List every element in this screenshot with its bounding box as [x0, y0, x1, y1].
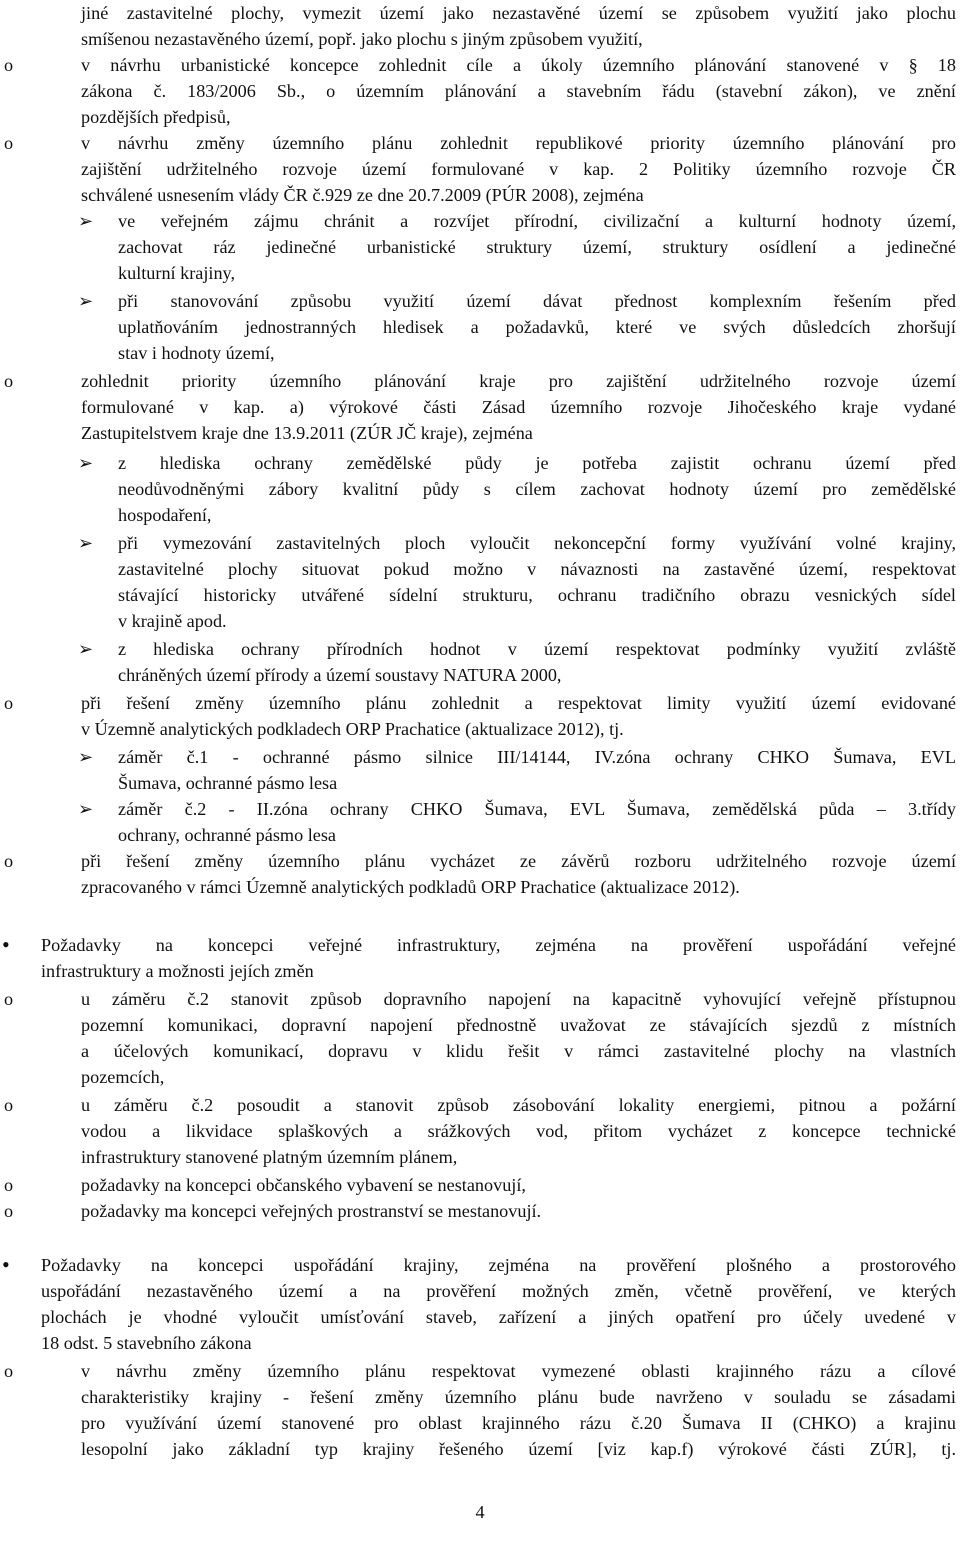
- text-line: stav i hodnoty území,: [118, 343, 275, 363]
- text-line: schválené usnesením vlády ČR č.929 ze dne 20.7.2009 (PÚR 2008), zejména: [81, 185, 644, 205]
- text-line: ochrany, ochranné pásmo lesa: [118, 825, 336, 845]
- circle-bullet-icon: o: [4, 1361, 14, 1381]
- circle-bullet-icon: o: [4, 851, 14, 871]
- text-line: chráněných území přírody a území soustavy NATURA 2000,: [118, 665, 562, 685]
- section-infrastructure: [0, 932, 960, 984]
- bullet-icon: •: [2, 1252, 10, 1277]
- text-line: požadavky na koncepci občanského vybavení se nestanovují,: [81, 1175, 526, 1195]
- list-item: [0, 986, 960, 1090]
- text-line: při stanovování způsobu využití území dávat přednost komplexním řešením před: [118, 291, 956, 311]
- circle-bullet-icon: o: [4, 1201, 14, 1221]
- text-line: uplatňováním jednostranných hledisek a požadavků, které ve svých důsledcích zhoršují: [118, 317, 956, 337]
- text-line: zajištění udržitelného rozvoje území formulované v kap. 2 Politiky územního rozvoje ČR: [81, 159, 956, 179]
- list-item: [0, 1172, 960, 1198]
- arrow-bullet-icon: ➢: [78, 291, 94, 311]
- text-line: neodůvodněnými zábory kvalitní půdy s cílem zachovat hodnoty území pro zemědělské: [118, 479, 956, 499]
- text-line: z hlediska ochrany zemědělské půdy je potřeba zajistit ochranu území před: [118, 453, 956, 473]
- text-line: u záměru č.2 posoudit a stanovit způsob zásobování lokality energiemi, pitnou a požární: [81, 1095, 956, 1115]
- text-line: z hlediska ochrany přírodních hodnot v území respektovat podmínky využití zvláště: [118, 639, 956, 659]
- text-line: v krajině apod.: [118, 611, 227, 631]
- text-line: pro využívání území stanovené pro oblast krajinného rázu č.20 Šumava II (CHKO) a krajinu: [81, 1413, 956, 1433]
- list-item: [0, 208, 960, 286]
- list-item: [0, 848, 960, 900]
- text-line: zohlednit priority územního plánování kraje pro zajištění udržitelného rozvoje území: [81, 371, 956, 391]
- text-line: při řešení změny územního plánu zohlednit a respektovat limity využití území evidované: [81, 693, 956, 713]
- list-item: [0, 1092, 960, 1170]
- text-line: lesopolní jako základní typ krajiny řešeného území [viz kap.f) výrokové části ZÚR], tj.: [81, 1439, 956, 1459]
- circle-bullet-icon: o: [4, 693, 14, 713]
- arrow-bullet-icon: ➢: [78, 533, 94, 553]
- text-line: vodou a likvidace splaškových a srážkových vod, přitom vycházet z koncepce technické: [81, 1121, 956, 1141]
- text-line: jiné zastavitelné plochy, vymezit území jako nezastavěné území se způsobem využití jako plochu: [81, 3, 956, 23]
- list-item: [0, 368, 960, 446]
- section-landscape: [0, 1252, 960, 1356]
- circle-bullet-icon: o: [4, 133, 14, 153]
- text-line: záměr č.2 - II.zóna ochrany CHKO Šumava, EVL Šumava, zemědělská půda – 3.třídy: [118, 799, 956, 819]
- circle-bullet-icon: o: [4, 989, 14, 1009]
- bullet-icon: •: [2, 932, 10, 957]
- text-line: v návrhu urbanistické koncepce zohlednit cíle a úkoly územního plánování stanovené v § 18: [81, 55, 956, 75]
- text-line: smíšenou nezastavěného území, popř. jako plochu s jiným způsobem využití,: [81, 29, 643, 49]
- list-item: [0, 1198, 960, 1224]
- section-heading-line: Požadavky na koncepci veřejné infrastruktury, zejména na prověření uspořádání veřejné: [41, 935, 956, 955]
- text-line: formulované v kap. a) výrokové části Zásad územního rozvoje Jihočeského kraje vydané: [81, 397, 956, 417]
- list-item: [0, 744, 960, 796]
- arrow-bullet-icon: ➢: [78, 211, 94, 231]
- text-line: zákona č. 183/2006 Sb., o územním plánování a stavebním řádu (stavební zákon), ve znění: [81, 81, 956, 101]
- section-heading-line: 18 odst. 5 stavebního zákona: [41, 1333, 252, 1353]
- text-line: pozdějších předpisů,: [81, 107, 231, 127]
- text-line: při vymezování zastavitelných ploch vyloučit nekoncepční formy využívání volné krajiny,: [118, 533, 956, 553]
- text-line: požadavky ma koncepci veřejných prostranství se mestanovují.: [81, 1201, 542, 1221]
- section-heading-line: Požadavky na koncepci uspořádání krajiny, zejména na prověření plošného a prostorového: [41, 1255, 956, 1275]
- arrow-bullet-icon: ➢: [78, 453, 94, 473]
- section-heading-line: infrastruktury a možnosti jejích změn: [41, 961, 314, 981]
- circle-bullet-icon: o: [4, 371, 14, 391]
- list-item: [0, 450, 960, 528]
- circle-bullet-icon: o: [4, 55, 14, 75]
- arrow-bullet-icon: ➢: [78, 799, 94, 819]
- text-line: v Územně analytických podkladech ORP Prachatice (aktualizace 2012), tj.: [81, 719, 624, 739]
- text-line: u záměru č.2 stanovit způsob dopravního napojení na kapacitně vyhovující veřejně přístupnou: [81, 989, 956, 1009]
- text-line: záměr č.1 - ochranné pásmo silnice III/14144, IV.zóna ochrany CHKO Šumava, EVL: [118, 747, 956, 767]
- text-line: infrastruktury stanovené platným územním plánem,: [81, 1147, 458, 1167]
- text-line: pozemcích,: [81, 1067, 165, 1087]
- text-line: charakteristiky krajiny - řešení změny územního plánu bude navrženo v souladu se zásadami: [81, 1387, 956, 1407]
- text-line: pozemní komunikaci, dopravní napojení přednostně uvažovat ze stávajících sjezdů z místních: [81, 1015, 956, 1035]
- text-line: zpracovaného v rámci Územně analytických podkladů ORP Prachatice (aktualizace 2012).: [81, 877, 740, 897]
- text-line: zachovat ráz jedinečné urbanistické struktury území, struktury osídlení a jedinečné: [118, 237, 956, 257]
- text-line: v návrhu změny územního plánu respektovat vymezené oblasti krajinného rázu a cílové: [81, 1361, 956, 1381]
- arrow-bullet-icon: ➢: [78, 639, 94, 659]
- text-line: Zastupitelstvem kraje dne 13.9.2011 (ZÚR JČ kraje), zejména: [81, 423, 533, 443]
- list-item: [0, 690, 960, 742]
- arrow-bullet-icon: ➢: [78, 747, 94, 767]
- text-line: stávající historicky utvářené sídelní strukturu, ochranu tradičního obrazu vesnických sídel: [118, 585, 956, 605]
- section-heading-line: plochách je vhodné vyloučit umísťování staveb, zařízení a jiných opatření pro účely uvedené v: [41, 1307, 956, 1327]
- text-line: hospodaření,: [118, 505, 212, 525]
- intro-paragraph: [0, 0, 960, 52]
- text-line: ve veřejném zájmu chránit a rozvíjet přírodní, civilizační a kulturní hodnoty území,: [118, 211, 956, 231]
- circle-bullet-icon: o: [4, 1095, 14, 1115]
- circle-bullet-icon: o: [4, 1175, 14, 1195]
- text-line: kulturní krajiny,: [118, 263, 236, 283]
- list-item: [0, 796, 960, 848]
- text-line: při řešení změny územního plánu vycházet ze závěrů rozboru udržitelného rozvoje území: [81, 851, 956, 871]
- list-item: [0, 1358, 960, 1462]
- page-number: 4: [475, 1502, 485, 1522]
- text-line: a účelových komunikací, dopravu v klidu řešit v rámci zastavitelné plochy na vlastních: [81, 1041, 956, 1061]
- section-heading-line: uspořádání nezastavěného území a na prověření možných změn, včetně prověření, ve kterých: [41, 1281, 956, 1301]
- text-line: zastavitelné plochy situovat pokud možno v návaznosti na zastavěné území, respektovat: [118, 559, 956, 579]
- list-item: [0, 52, 960, 130]
- text-line: v návrhu změny územního plánu zohlednit republikové priority územního plánování pro: [81, 133, 956, 153]
- list-item: [0, 530, 960, 634]
- list-item: [0, 130, 960, 208]
- list-item: [0, 288, 960, 366]
- text-line: Šumava, ochranné pásmo lesa: [118, 773, 338, 793]
- list-item: [0, 636, 960, 688]
